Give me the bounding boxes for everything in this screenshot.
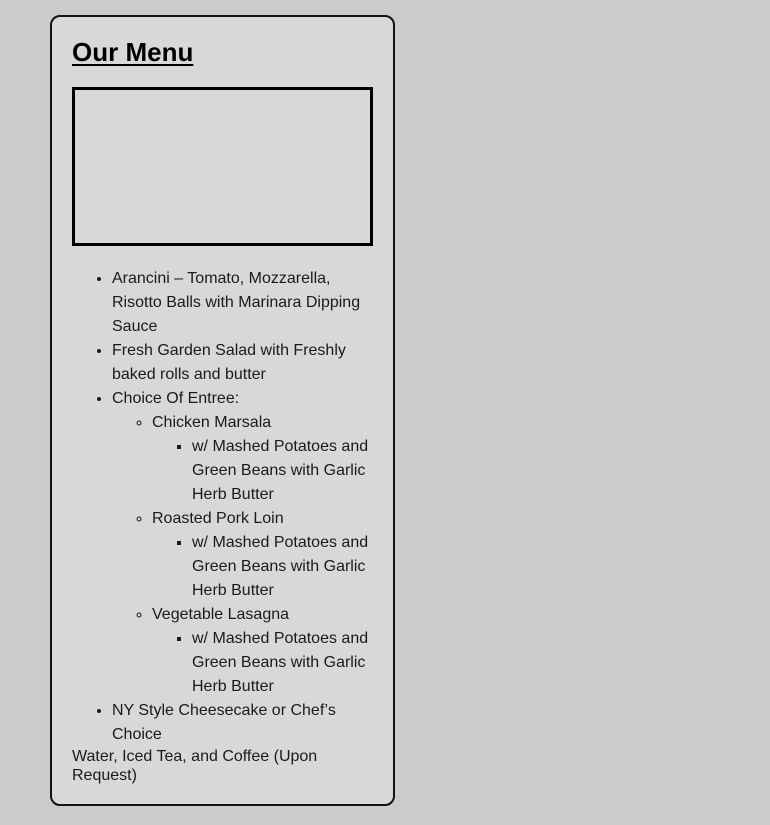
entree-label: Roasted Pork Loin [152, 510, 284, 527]
entree-heading: Choice Of Entree: [112, 390, 240, 407]
media-placeholder [72, 87, 373, 246]
entree-item [152, 411, 372, 507]
menu-item-entree-choice [112, 387, 372, 699]
side-list [152, 435, 372, 507]
side-list [152, 531, 372, 603]
menu-card [50, 15, 395, 806]
entree-label: Vegetable Lasagna [152, 606, 290, 623]
menu-item-salad: • Fresh Garden Salad with Freshly baked rolls and butter [112, 339, 372, 387]
menu-item-dessert: • NY Style Cheesecake or Chef’s Choice [112, 699, 372, 747]
page-title: Our Menu [72, 37, 194, 67]
menu-list-container [72, 267, 372, 785]
drinks-note: Water, Iced Tea, and Coffee (Upon Request) [72, 748, 318, 784]
entree-label: Chicken Marsala [152, 414, 272, 431]
side-list [152, 627, 372, 699]
menu-list [72, 267, 372, 747]
side-item: ▪ w/ Mashed Potatoes and Green Beans with Garlic Herb Butter [192, 435, 372, 507]
side-item: ▪ w/ Mashed Potatoes and Green Beans with Garlic Herb Butter [192, 627, 372, 699]
entree-item [152, 507, 372, 603]
menu-item-appetizer: • Arancini – Tomato, Mozzarella, Risotto Balls with Marinara Dipping Sauce [112, 267, 372, 339]
entree-list [112, 411, 372, 699]
side-item: ▪ w/ Mashed Potatoes and Green Beans with Garlic Herb Butter [192, 531, 372, 603]
entree-item [152, 603, 372, 699]
